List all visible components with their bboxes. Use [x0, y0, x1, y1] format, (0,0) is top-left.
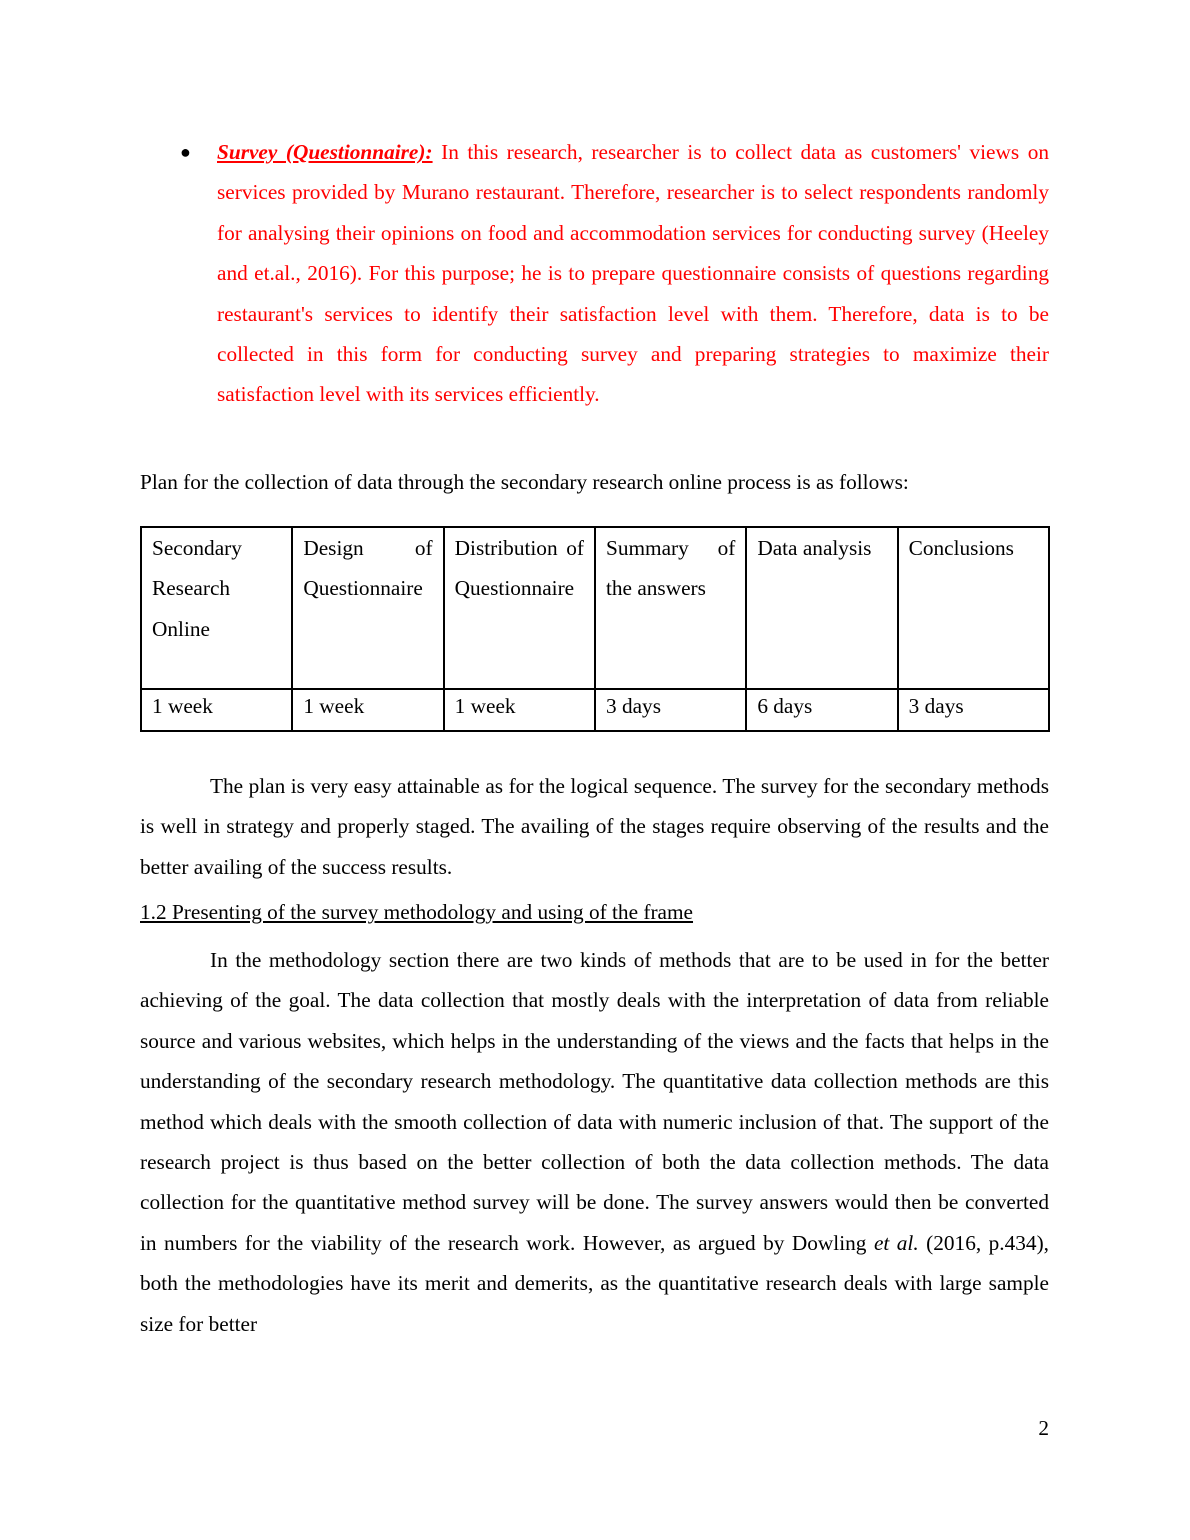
table-cell: Data analysis — [746, 527, 897, 689]
section-heading: 1.2 Presenting of the survey methodology and using of the frame — [140, 900, 694, 924]
table-row — [141, 689, 1049, 731]
table-cell: 1 week — [292, 689, 443, 731]
paragraph-italic: et al. — [873, 1230, 919, 1255]
page-number: 2 — [1038, 1416, 1049, 1440]
bullet-heading: Survey (Questionnaire): — [217, 140, 433, 164]
paragraph-text: (2016, p.434), both the methodologies have its merit and demerits, as the quantitative research deals with large sample size for better — [140, 1230, 1049, 1336]
table-cell: Summary of the answers — [595, 527, 746, 689]
table-header-row — [141, 527, 1049, 689]
table-cell: Conclusions — [898, 527, 1049, 689]
bullet-icon: ● — [180, 142, 191, 162]
table-cell: 1 week — [141, 689, 292, 731]
plan-intro: Plan for the collection of data through the secondary research online process is as follows: — [140, 470, 909, 494]
table-cell: 1 week — [444, 689, 595, 731]
survey-bullet — [180, 132, 1049, 415]
table-cell: Secondary Research Online — [141, 527, 292, 689]
plan-paragraph: The plan is very easy attainable as for the logical sequence. The survey for the secondary methods is well in strategy and properly staged. The availing of the stages require observing of the results and the better availing of the success results. — [140, 774, 1049, 879]
bullet-text: In this research, researcher is to collect data as customers' views on services provided by Murano restaurant. Therefore, researcher is to select respondents randomly for analysing their opinions on food and accommodation services for conducting survey (Heeley and et.al., 2016). For this purpose; he is to prepare questionnaire consists of questions regarding restaurant's services to identify their satisfaction level with them. Therefore, data is to be collected in this form for conducting survey and preparing strategies to maximize their satisfaction level with its services efficiently. — [217, 140, 1049, 407]
methodology-paragraph — [140, 940, 1049, 1344]
plan-table — [140, 526, 1050, 732]
paragraph-text: In the methodology section there are two kinds of methods that are to be used in for the better achieving of the goal. The data collection that mostly deals with the interpretation of data from reliable source and various websites, which helps in the understanding of the views and the facts that helps in the understanding of the secondary research methodology. The quantitative data collection methods are this method which deals with the smooth collection of data with numeric inclusion of that. The support of the research project is thus based on the better collection of both the data collection methods. The data collection for the quantitative method survey will be done. The survey answers would then be converted in numbers for the viability of the research work. However, as argued by Dowling — [140, 948, 1049, 1255]
table-cell: 6 days — [746, 689, 897, 731]
table-cell: 3 days — [898, 689, 1049, 731]
table-cell: 3 days — [595, 689, 746, 731]
table-cell: Design of Questionnaire — [292, 527, 443, 689]
table-cell: Distribution of Questionnaire — [444, 527, 595, 689]
